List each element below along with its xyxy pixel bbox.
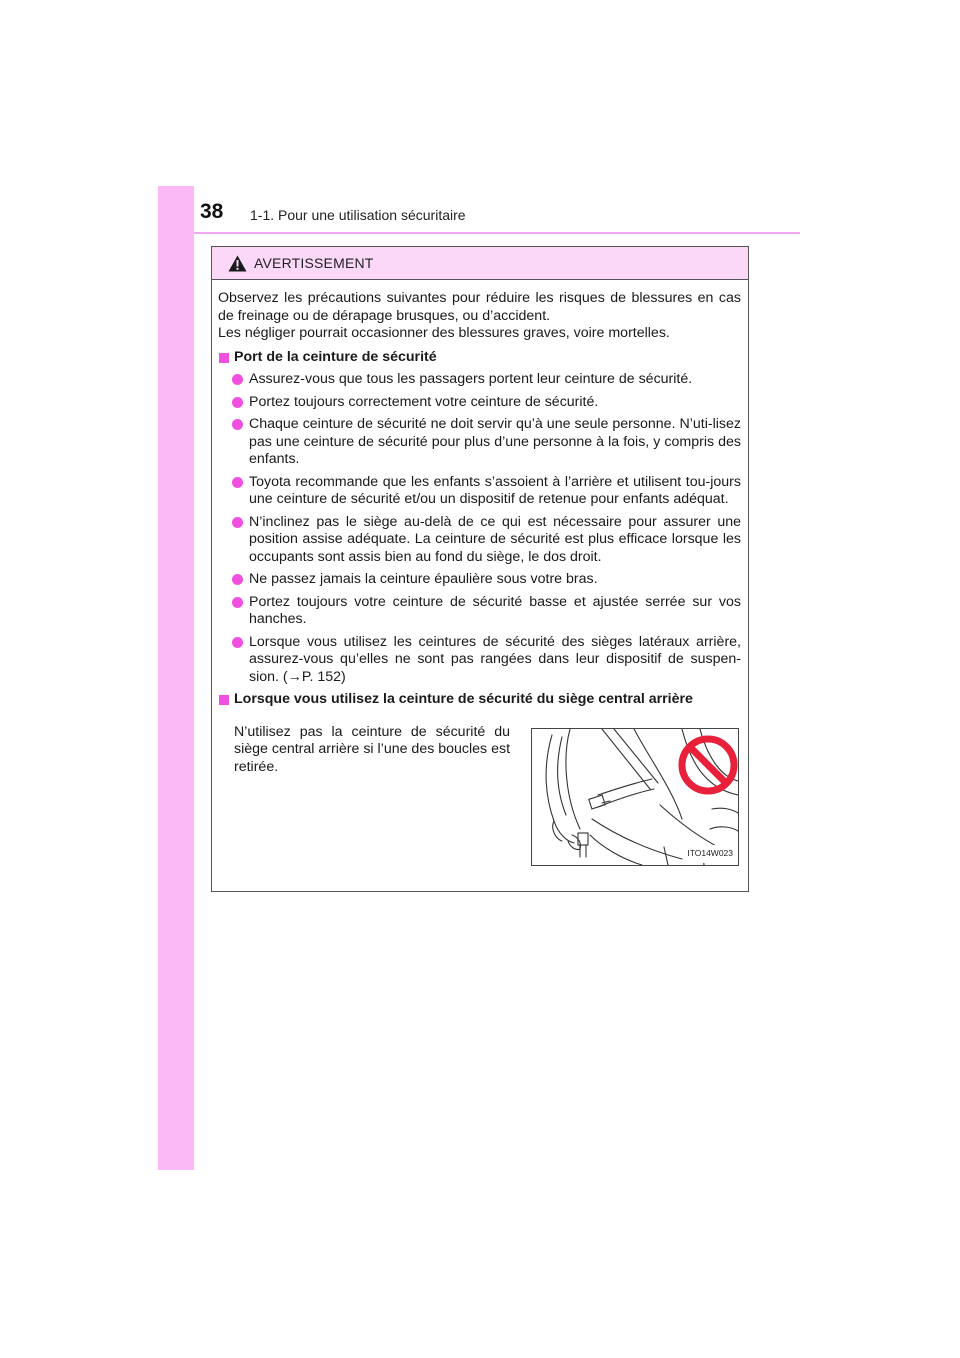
round-bullet-icon	[232, 637, 243, 648]
warning-title: AVERTISSEMENT	[254, 255, 374, 271]
intro-line: Les négliger pourrait occasionner des blessures graves, voire mortelles.	[218, 325, 670, 341]
section-heading-belt-use	[218, 349, 741, 367]
center-seat-row	[218, 714, 741, 874]
section-heading-text: Lorsque vous utilisez la ceinture de sécurité du siège central arrière	[234, 691, 693, 707]
round-bullet-icon	[232, 374, 243, 385]
list-item: Lorsque vous utilisez les ceintures de sécurité des sièges latéraux arrière, assurez-vous qu’elles ne sont pas rangées dans leur dispositif de suspen-sion. (→P. 152)	[218, 634, 741, 687]
list-item: Toyota recommande que les enfants s’assoient à l’arrière et utilisent tou-jours une ceinture de sécurité et/ou un dispositif de retenue pour enfants adéquat.	[218, 474, 741, 509]
square-bullet-icon	[219, 695, 229, 705]
list-item: Portez toujours correctement votre ceinture de sécurité.	[218, 394, 741, 412]
list-item: N’inclinez pas le siège au-delà de ce qui est nécessaire pour assurer une position assise adéquate. La ceinture de sécurité est plus efficace lorsque les occupants sont assis bien au fond du siège, le dos droit.	[218, 514, 741, 567]
warning-intro	[218, 290, 741, 343]
warning-box	[211, 246, 749, 892]
warning-triangle-icon	[228, 255, 247, 272]
round-bullet-icon	[232, 419, 243, 430]
page-number: 38	[200, 200, 224, 223]
precautions-list	[218, 371, 741, 686]
intro-line: Observez les précautions suivantes pour réduire les risques de blessures en cas de freinage ou de dérapage brusques, ou d’accident.	[218, 290, 741, 324]
section-title: 1-1. Pour une utilisation sécuritaire	[250, 207, 466, 223]
prohibition-icon	[682, 739, 734, 791]
list-item: Ne passez jamais la ceinture épaulière sous votre bras.	[218, 571, 741, 589]
list-item: Portez toujours votre ceinture de sécurité basse et ajustée serrée sur vos hanches.	[218, 594, 741, 629]
section-heading-text: Port de la ceinture de sécurité	[234, 348, 437, 365]
warning-body	[212, 280, 748, 874]
round-bullet-icon	[232, 517, 243, 528]
list-item: Assurez-vous que tous les passagers portent leur ceinture de sécurité.	[218, 371, 741, 389]
round-bullet-icon	[232, 477, 243, 488]
list-item: Chaque ceinture de sécurité ne doit servir qu’à une seule personne. N’uti-lisez pas une ceinture de sécurité pour plus d’une personne à la fois, y compris des enfants.	[218, 416, 741, 469]
figure-code: ITO14W023	[686, 845, 734, 863]
center-seat-text: N’utilisez pas la ceinture de sécurité du siège central arrière si l’une des boucles est retirée.	[234, 723, 511, 775]
seatbelt-illustration	[531, 728, 739, 866]
header-rule	[194, 232, 800, 234]
square-bullet-icon	[219, 353, 229, 363]
round-bullet-icon	[232, 574, 243, 585]
section-heading-center-seat	[218, 691, 741, 709]
round-bullet-icon	[232, 397, 243, 408]
warning-header	[212, 247, 748, 280]
side-color-band	[158, 186, 194, 1170]
round-bullet-icon	[232, 597, 243, 608]
